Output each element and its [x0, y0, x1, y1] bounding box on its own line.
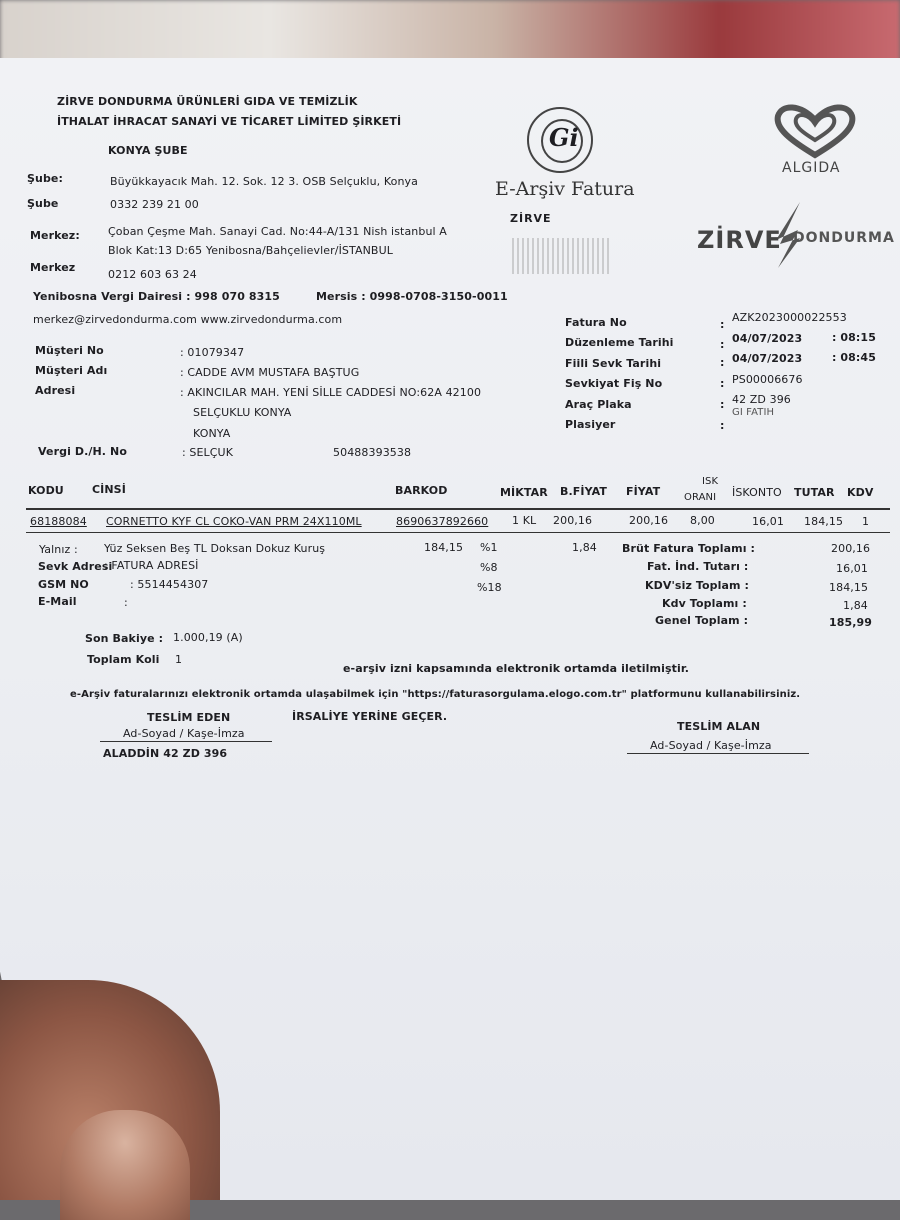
company-web: merkez@zirvedondurma.com www.zirvedondurma.com: [33, 313, 343, 326]
irsaliye-note: İRSALİYE YERİNE GEÇER.: [292, 710, 448, 723]
adres-line1: : AKINCILAR MAH. YENİ SİLLE CADDESİ NO:62A 42100: [180, 386, 482, 399]
duzenleme-time: : 08:15: [832, 331, 876, 344]
merkez-address-line2: Blok Kat:13 D:65 Yenibosna/Bahçelievler/İSTANBUL: [108, 244, 393, 257]
musteri-no-label: Müşteri No: [35, 344, 104, 357]
row-fiyat: 200,16: [629, 514, 669, 527]
col-fiyat: FİYAT: [626, 485, 661, 498]
kdvsiz-label: KDV'siz Toplam :: [645, 579, 750, 592]
arac-extra: GI FATIH: [732, 407, 775, 418]
kdvsiz-value: 184,15: [829, 581, 869, 594]
colon: :: [720, 356, 725, 369]
teslim-eden-sub: Ad-Soyad / Kaşe-İmza: [123, 727, 245, 740]
colon: :: [720, 318, 725, 331]
row-miktar: 1 KL: [512, 514, 537, 527]
sube-phone: 0332 239 21 00: [110, 198, 199, 211]
mersis: Mersis : 0998-0708-3150-0011: [316, 290, 508, 303]
gsm-value: : 5514454307: [130, 578, 209, 591]
col-iskonto: İSKONTO: [732, 486, 782, 499]
colon: :: [720, 377, 725, 390]
teslim-eden-label: TESLİM EDEN: [147, 711, 231, 724]
arac-plaka: 42 ZD 396: [732, 393, 791, 406]
genel-toplam-label: Genel Toplam :: [655, 614, 749, 627]
tax-office: Yenibosna Vergi Dairesi : 998 070 8315: [33, 290, 280, 303]
earsiv-note: e-arşiv izni kapsamında elektronik ortamda iletilmiştir.: [343, 662, 690, 675]
sevkiyat-no: PS00006676: [732, 373, 803, 386]
fiili-sevk-time: : 08:45: [832, 351, 876, 364]
dondurma-logo-text: DONDURMA: [793, 230, 895, 246]
row-bfiyat: 200,16: [553, 514, 593, 527]
teslim-alan-rule: [627, 753, 809, 754]
sube-phone-label: Şube: [27, 197, 59, 210]
yalniz-text: Yüz Seksen Beş TL Doksan Dokuz Kuruş: [104, 542, 326, 555]
algida-heart-icon: [770, 100, 860, 160]
table-header-rule: [26, 508, 890, 510]
vergi-no: 50488393538: [333, 446, 412, 459]
adres-line3: KONYA: [193, 427, 231, 440]
row-cinsi: CORNETTO KYF CL COKO-VAN PRM 24X110ML: [106, 515, 362, 528]
duzenleme-label: Düzenleme Tarihi: [565, 336, 674, 349]
teslim-alan-sub: Ad-Soyad / Kaşe-İmza: [650, 739, 772, 752]
merkez-phone: 0212 603 63 24: [108, 268, 197, 281]
row-isk: 8,00: [690, 514, 715, 527]
company-name-line2: İTHALAT İHRACAT SANAYİ VE TİCARET LİMİTED ŞİRKETİ: [57, 115, 402, 128]
adres-line2: SELÇUKLU KONYA: [193, 406, 292, 419]
sevkiyat-label: Sevkiyat Fiş No: [565, 377, 663, 390]
col-kdv: KDV: [847, 486, 874, 499]
email-value: :: [124, 596, 128, 609]
colon: :: [720, 338, 725, 351]
company-name-line1: ZİRVE DONDURMA ÜRÜNLERİ GIDA VE TEMİZLİK: [57, 95, 358, 108]
earsiv-title: E-Arşiv Fatura: [495, 178, 635, 200]
bakiye-value: 1.000,19 (A): [173, 631, 243, 644]
row-tutar: 184,15: [804, 515, 844, 528]
musteri-adi-label: Müşteri Adı: [35, 364, 108, 377]
genel-toplam-value: 185,99: [829, 616, 873, 629]
stamp-mark: [512, 238, 612, 274]
gsm-label: GSM NO: [38, 578, 89, 591]
kdv18-label: %18: [477, 581, 502, 594]
colon: :: [720, 398, 725, 411]
sevk-adresi-label: Sevk Adresi: [38, 560, 113, 573]
col-tutar: TUTAR: [794, 486, 835, 499]
zirve-small-logo: ZİRVE: [510, 212, 552, 225]
col-orani: ORANI: [684, 492, 717, 503]
kdv-toplam-label: Kdv Toplamı :: [662, 597, 747, 610]
musteri-no: : 01079347: [180, 346, 245, 359]
kdv-base: 184,15: [424, 541, 464, 554]
portal-note: e-Arşiv faturalarınızı elektronik ortamda ulaşabilmek için "https://faturasorgulama.elogo.com.tr" platformunu kullanabilirsiniz.: [70, 689, 801, 700]
sube-label: Şube:: [27, 172, 63, 185]
vergi-dairesi: : SELÇUK: [182, 446, 234, 459]
row-kodu: 68188084: [30, 515, 87, 528]
email-label: E-Mail: [38, 595, 77, 608]
branch-title: KONYA ŞUBE: [108, 144, 188, 157]
algida-logo-text: ALGIDA: [782, 160, 841, 176]
merkez-phone-label: Merkez: [30, 261, 76, 274]
teslim-eden-rule: [100, 741, 272, 742]
col-kodu: KODU: [28, 484, 64, 497]
kdv-toplam-value: 1,84: [843, 599, 868, 612]
gib-seal-icon: Gi: [527, 107, 593, 173]
row-barkod: 8690637892660: [396, 515, 489, 528]
colon: :: [720, 419, 725, 432]
koli-value: 1: [175, 653, 183, 666]
row-iskonto: 16,01: [752, 515, 784, 528]
ind-label: Fat. İnd. Tutarı :: [647, 560, 749, 573]
ind-value: 16,01: [836, 562, 868, 575]
table-row-rule: [26, 532, 890, 533]
koli-label: Toplam Koli: [87, 653, 160, 666]
merkez-address-line1: Çoban Çeşme Mah. Sanayi Cad. No:44-A/131 Nish istanbul A: [108, 225, 447, 238]
vergi-label: Vergi D./H. No: [38, 445, 127, 458]
musteri-adi: : CADDE AVM MUSTAFA BAŞTUG: [180, 366, 360, 379]
kdv8-label: %8: [480, 561, 498, 574]
thumb: [60, 1110, 190, 1220]
fiili-sevk-date: 04/07/2023: [732, 352, 803, 365]
merkez-label: Merkez:: [30, 229, 80, 242]
fiili-sevk-label: Fiili Sevk Tarihi: [565, 357, 662, 370]
yalniz-label: Yalnız :: [39, 543, 78, 556]
arac-plaka-label: Araç Plaka: [565, 398, 632, 411]
driver-info: ALADDİN 42 ZD 396: [103, 747, 228, 760]
kdv1-value: 1,84: [572, 541, 597, 554]
sevk-adresi: : FATURA ADRESİ: [104, 559, 199, 572]
duzenleme-date: 04/07/2023: [732, 332, 803, 345]
fatura-no: AZK2023000022553: [732, 311, 847, 324]
col-miktar: MİKTAR: [500, 486, 548, 499]
brut-label: Brüt Fatura Toplamı :: [622, 542, 756, 555]
kdv1-label: %1: [480, 541, 498, 554]
teslim-alan-label: TESLİM ALAN: [677, 720, 761, 733]
zirve-big-logo: ZİRVE: [697, 226, 782, 254]
col-isk: ISK: [702, 476, 719, 487]
sube-address: Büyükkayacık Mah. 12. Sok. 12 3. OSB Selçuklu, Konya: [110, 175, 418, 188]
brut-value: 200,16: [831, 542, 871, 555]
col-barkod: BARKOD: [395, 484, 448, 497]
plasiyer-label: Plasiyer: [565, 418, 616, 431]
bakiye-label: Son Bakiye :: [85, 632, 164, 645]
row-kdv: 1: [862, 515, 870, 528]
col-bfiyat: B.FİYAT: [560, 485, 607, 498]
adres-label: Adresi: [35, 384, 76, 397]
col-cinsi: CİNSİ: [92, 483, 126, 496]
fatura-no-label: Fatura No: [565, 316, 627, 329]
